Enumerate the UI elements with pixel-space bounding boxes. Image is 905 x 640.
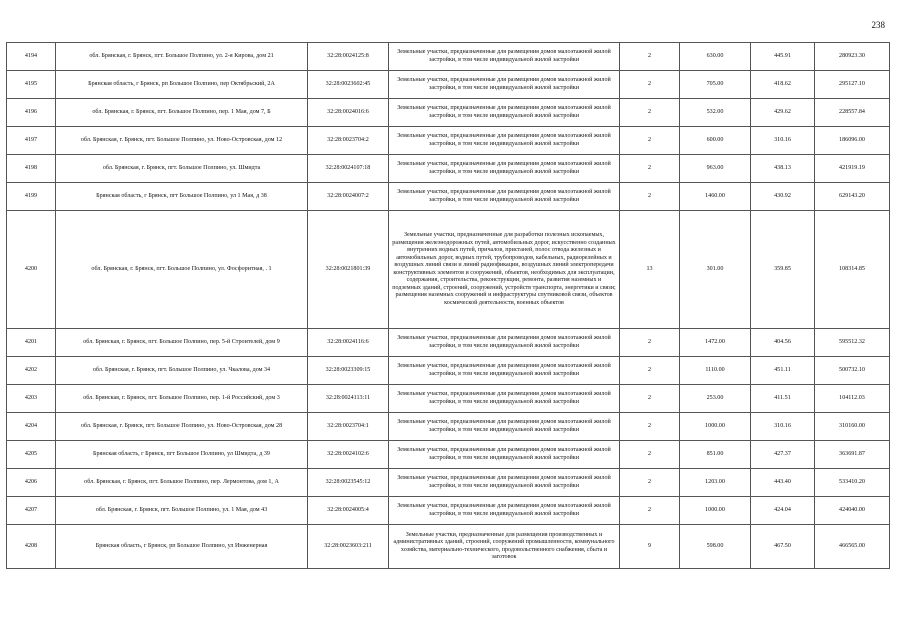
category-code: 2 [620, 469, 680, 497]
area-cell: 1000.00 [680, 413, 751, 441]
area-cell: 705.00 [680, 71, 751, 99]
address-cell: Брянская область, г Брянск, рп Большое Полпино, пер Октябрьский, 2А [56, 71, 308, 99]
permitted-use: Земельные участки, предназначенные для размещения домов малоэтажной жилой застройки, в том числе индивидуальной жилой застройки [389, 357, 620, 385]
area-cell: 253.00 [680, 385, 751, 413]
row-id: 4202 [7, 357, 56, 385]
page-number: 238 [871, 20, 885, 30]
permitted-use: Земельные участки, предназначенные для размещения домов малоэтажной жилой застройки, в том числе индивидуальной жилой застройки [389, 441, 620, 469]
table-row [7, 385, 890, 413]
cadastral-value: 595512.32 [815, 329, 890, 357]
area-cell: 1203.00 [680, 469, 751, 497]
row-id: 4205 [7, 441, 56, 469]
area-cell: 1110.00 [680, 357, 751, 385]
table-row [7, 329, 890, 357]
address-cell: обл. Брянская, г. Брянск, пгт. Большое Полпино, ул. Шмидта [56, 155, 308, 183]
table-row [7, 211, 890, 329]
address-cell: Брянская область, г Брянск, рп Большое Полпино, ул Инженерная [56, 525, 308, 569]
unit-value: 445.91 [751, 43, 815, 71]
area-cell: 301.00 [680, 211, 751, 329]
unit-value: 411.51 [751, 385, 815, 413]
table-row [7, 155, 890, 183]
cadastral-value: 295127.10 [815, 71, 890, 99]
row-id: 4197 [7, 127, 56, 155]
cadastral-value: 421919.19 [815, 155, 890, 183]
cadastral-value: 186096.00 [815, 127, 890, 155]
cadastral-value: 500732.10 [815, 357, 890, 385]
row-id: 4200 [7, 211, 56, 329]
category-code: 2 [620, 71, 680, 99]
cadastral-value: 424040.00 [815, 497, 890, 525]
cadastral-number: 32:28:0024107:18 [308, 155, 389, 183]
address-cell: обл. Брянская, г. Брянск, пгт. Большое Полпино, ул. 2-я Кирова, дом 21 [56, 43, 308, 71]
area-cell: 630.00 [680, 43, 751, 71]
row-id: 4208 [7, 525, 56, 569]
cadastral-value: 310160.00 [815, 413, 890, 441]
address-cell: обл. Брянская, г. Брянск, пгт. Большое Полпино, пер. 5-й Строителей, дом 9 [56, 329, 308, 357]
permitted-use: Земельные участки, предназначенные для размещения домов малоэтажной жилой застройки, в том числе индивидуальной жилой застройки [389, 469, 620, 497]
category-code: 2 [620, 329, 680, 357]
cadastral-number: 32:28:0024007:2 [308, 183, 389, 211]
category-code: 2 [620, 99, 680, 127]
cadastral-number: 32:28:0024016:6 [308, 99, 389, 127]
unit-value: 418.62 [751, 71, 815, 99]
cadastral-number: 32:28:0021801:39 [308, 211, 389, 329]
category-code: 2 [620, 155, 680, 183]
row-id: 4199 [7, 183, 56, 211]
address-cell: обл. Брянская, г. Брянск, пгт. Большое Полпино, ул. Фосфоритная, . 1 [56, 211, 308, 329]
address-cell: обл. Брянская, г. Брянск, пгт. Большое Полпино, ул. Ново-Островская, дом 28 [56, 413, 308, 441]
category-code: 9 [620, 525, 680, 569]
cadastral-number: 32:28:0023545:12 [308, 469, 389, 497]
table-row [7, 413, 890, 441]
cadastral-number: 32:28:0023309:15 [308, 357, 389, 385]
address-cell: обл. Брянская, г. Брянск, пгт. Большое Полпино, ул. 1 Мая, дом 43 [56, 497, 308, 525]
permitted-use: Земельные участки, предназначенные для размещения домов малоэтажной жилой застройки, в том числе индивидуальной жилой застройки [389, 71, 620, 99]
unit-value: 430.92 [751, 183, 815, 211]
address-cell: Брянская область, г Брянск, пгт Большое Полпино, ул 1 Мая, д 38 [56, 183, 308, 211]
category-code: 13 [620, 211, 680, 329]
unit-value: 310.16 [751, 413, 815, 441]
unit-value: 438.13 [751, 155, 815, 183]
unit-value: 451.11 [751, 357, 815, 385]
cadastral-number: 32:28:0023704:1 [308, 413, 389, 441]
table-row [7, 525, 890, 569]
permitted-use: Земельные участки, предназначенные для размещения домов малоэтажной жилой застройки, в том числе индивидуальной жилой застройки [389, 183, 620, 211]
unit-value: 429.62 [751, 99, 815, 127]
unit-value: 424.04 [751, 497, 815, 525]
row-id: 4203 [7, 385, 56, 413]
unit-value: 359.85 [751, 211, 815, 329]
land-registry-table [6, 42, 890, 569]
area-cell: 851.00 [680, 441, 751, 469]
unit-value: 467.50 [751, 525, 815, 569]
cadastral-value: 280923.30 [815, 43, 890, 71]
table-row [7, 99, 890, 127]
permitted-use: Земельные участки, предназначенные для размещения домов малоэтажной жилой застройки, в том числе индивидуальной жилой застройки [389, 99, 620, 127]
cadastral-number: 32:28:0024005:4 [308, 497, 389, 525]
unit-value: 427.37 [751, 441, 815, 469]
cadastral-number: 32:28:0024102:6 [308, 441, 389, 469]
permitted-use: Земельные участки, предназначенные для размещения домов малоэтажной жилой застройки, в том числе индивидуальной жилой застройки [389, 497, 620, 525]
area-cell: 963.00 [680, 155, 751, 183]
cadastral-value: 108314.85 [815, 211, 890, 329]
row-id: 4206 [7, 469, 56, 497]
table-row [7, 127, 890, 155]
address-cell: обл. Брянская, г. Брянск, пгт. Большое Полпино, ул. Чкалова, дом 34 [56, 357, 308, 385]
permitted-use: Земельные участки, предназначенные для размещения домов малоэтажной жилой застройки, в том числе индивидуальной жилой застройки [389, 155, 620, 183]
category-code: 2 [620, 357, 680, 385]
permitted-use: Земельные участки, предназначенные для размещения домов малоэтажной жилой застройки, в том числе индивидуальной жилой застройки [389, 385, 620, 413]
category-code: 2 [620, 413, 680, 441]
area-cell: 1460.00 [680, 183, 751, 211]
cadastral-value: 228557.84 [815, 99, 890, 127]
table-row [7, 469, 890, 497]
unit-value: 310.16 [751, 127, 815, 155]
permitted-use: Земельные участки, предназначенные для размещения домов малоэтажной жилой застройки, в том числе индивидуальной жилой застройки [389, 329, 620, 357]
address-cell: обл. Брянская, г. Брянск, пгт. Большое Полпино, пер. 1 Мая, дом 7, Б [56, 99, 308, 127]
cadastral-value: 363691.87 [815, 441, 890, 469]
row-id: 4198 [7, 155, 56, 183]
cadastral-number: 32:28:0023603:211 [308, 525, 389, 569]
address-cell: обл. Брянская, г. Брянск, пгт. Большое Полпино, пер. Лермонтова, дом 1, А [56, 469, 308, 497]
address-cell: обл. Брянская, г. Брянск, пгт. Большое Полпино, ул. Ново-Островская, дом 12 [56, 127, 308, 155]
category-code: 2 [620, 43, 680, 71]
area-cell: 598.00 [680, 525, 751, 569]
area-cell: 600.00 [680, 127, 751, 155]
cadastral-number: 32:28:0024125:8 [308, 43, 389, 71]
permitted-use: Земельные участки, предназначенные для разработки полезных ископаемых, размещения железнодорожных путей, автомобильных дорог, искусственно созданных внутренних водных путей, причалов, пристаней, полос отвода железных и автомобильных дорог, водных путей, трубопроводов, кабельных, радиорелейных и воздушных линий связи и линий радиофикации, воздушных линий электропередачи конструктивных элементов и сооружений, объектов, необходимых для эксплуатации, содержания, строительства, реконструкции, ремонта, развития наземных и подземных зданий, строений, сооружений, устройств транспорта, энергетики и связи; размещения наземных сооружений и инфраструктуры спутниковой связи, объектов космической деятельности, военных объектов [389, 211, 620, 329]
row-id: 4201 [7, 329, 56, 357]
permitted-use: Земельные участки, предназначенные для размещения домов малоэтажной жилой застройки, в том числе индивидуальной жилой застройки [389, 127, 620, 155]
address-cell: Брянская область, г Брянск, пгт Большое Полпино, ул Шмидта, д 39 [56, 441, 308, 469]
permitted-use: Земельные участки, предназначенные для размещения домов малоэтажной жилой застройки, в том числе индивидуальной жилой застройки [389, 43, 620, 71]
table-row [7, 357, 890, 385]
cadastral-value: 533410.20 [815, 469, 890, 497]
area-cell: 532.00 [680, 99, 751, 127]
cadastral-number: 32:28:0024113:11 [308, 385, 389, 413]
cadastral-value: 466565.00 [815, 525, 890, 569]
permitted-use: Земельные участки, предназначенные для размещения производственных и административных зданий, строений, сооружений промышленности, коммунального хозяйства, материально-технического, продовольственного снабжения, сбыта и заготовок [389, 525, 620, 569]
cadastral-number: 32:28:0023602:45 [308, 71, 389, 99]
area-cell: 1472.00 [680, 329, 751, 357]
category-code: 2 [620, 497, 680, 525]
permitted-use: Земельные участки, предназначенные для размещения домов малоэтажной жилой застройки, в том числе индивидуальной жилой застройки [389, 413, 620, 441]
category-code: 2 [620, 127, 680, 155]
table-row [7, 43, 890, 71]
category-code: 2 [620, 441, 680, 469]
unit-value: 404.56 [751, 329, 815, 357]
row-id: 4204 [7, 413, 56, 441]
category-code: 2 [620, 385, 680, 413]
table-row [7, 71, 890, 99]
cadastral-value: 629143.20 [815, 183, 890, 211]
unit-value: 443.40 [751, 469, 815, 497]
cadastral-value: 104112.03 [815, 385, 890, 413]
row-id: 4194 [7, 43, 56, 71]
area-cell: 1000.00 [680, 497, 751, 525]
address-cell: обл. Брянская, г. Брянск, пгт. Большое Полпино, пер. 1-й Российский, дом 3 [56, 385, 308, 413]
table-row [7, 497, 890, 525]
table-row [7, 183, 890, 211]
cadastral-number: 32:28:0024116:6 [308, 329, 389, 357]
row-id: 4195 [7, 71, 56, 99]
table-row [7, 441, 890, 469]
row-id: 4196 [7, 99, 56, 127]
row-id: 4207 [7, 497, 56, 525]
category-code: 2 [620, 183, 680, 211]
cadastral-number: 32:28:0023704:2 [308, 127, 389, 155]
